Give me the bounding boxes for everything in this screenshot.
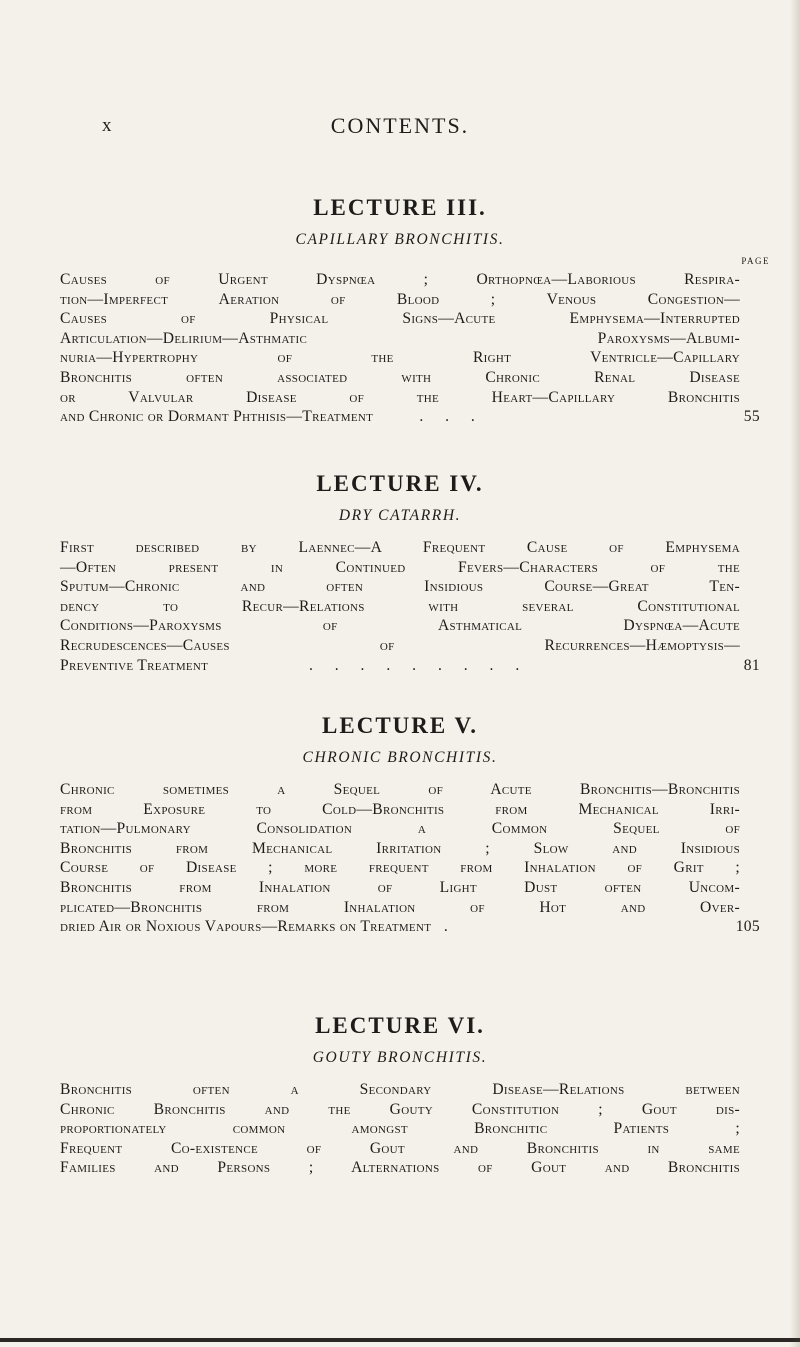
summary-line: Frequent Co-existence of Gout and Bronchitis in same [60, 1139, 740, 1157]
running-title: CONTENTS. [330, 113, 470, 138]
lecture-title: LECTURE V. [322, 713, 478, 738]
summary-line: First described by Laennec—A Frequent Cause of Emphysema [60, 539, 740, 556]
summary-line: tion—Imperfect Aeration of Blood ; Venous Congestion— [60, 290, 740, 308]
summary-line: Preventive Treatment [60, 656, 209, 674]
page-number: 105 [735, 918, 760, 936]
lecture-subtitle: CAPILLARY BRONCHITIS. [295, 231, 505, 248]
running-head [0, 113, 800, 143]
lecture-subtitle: CHRONIC BRONCHITIS. [302, 749, 498, 766]
summary-line: from Exposure to Cold—Bronchitis from Mechanical Irri- [60, 800, 740, 818]
summary-line-last [60, 656, 760, 676]
lecture-summary [60, 270, 760, 427]
page-number: 81 [743, 656, 760, 674]
page-column-label: PAGE [741, 256, 770, 266]
summary-line: Sputum—Chronic and often Insidious Course—Great Ten- [60, 578, 740, 596]
lecture-summary [60, 780, 760, 937]
summary-line: Causes of Physical Signs—Acute Emphysema—Interrupted [60, 310, 740, 328]
summary-line: dency to Recur—Relations with several Constitutional [60, 597, 740, 615]
summary-line: Causes of Urgent Dyspnœa ; Orthopnœa—Laborious Respira- [60, 271, 740, 288]
summary-line: Chronic Bronchitis and the Gouty Constitution ; Gout dis- [60, 1100, 740, 1118]
lecture-title: LECTURE VI. [315, 1013, 485, 1038]
page-folio: x [102, 115, 113, 136]
lecture-iv-section [60, 470, 760, 675]
bottom-rule [0, 1338, 800, 1342]
dot-leaders: . . . . . . . . . [308, 656, 529, 674]
summary-line-last [60, 917, 760, 937]
dot-leaders: . [443, 918, 457, 936]
lecture-subtitle: GOUTY BRONCHITIS. [312, 1049, 488, 1066]
summary-line: plicated—Bronchitis from Inhalation of Hot and Over- [60, 898, 740, 916]
page-number: 55 [743, 408, 760, 426]
lecture-title: LECTURE IV. [316, 471, 484, 496]
summary-line: proportionately common amongst Bronchitic Patients ; [60, 1120, 740, 1138]
lecture-iii-section [60, 194, 770, 427]
summary-line: —Often present in Continued Fevers—Characters of the [60, 558, 740, 576]
lecture-v-section [60, 712, 760, 937]
summary-line: Bronchitis from Mechanical Irritation ; Slow and Insidious [60, 839, 740, 857]
summary-line: Families and Persons ; Alternations of Gout and Bronchitis [60, 1159, 740, 1177]
summary-line: Articulation—Delirium—Asthmatic Paroxysms—Albumi- [60, 329, 740, 347]
summary-line: dried Air or Noxious Vapours—Remarks on Treatment [60, 918, 432, 936]
summary-line: Recrudescences—Causes of Recurrences—Hæmoptysis— [60, 636, 740, 654]
summary-line: nuria—Hypertrophy of the Right Ventricle—Capillary [60, 349, 740, 367]
summary-line: Bronchitis often associated with Chronic Renal Disease [60, 368, 740, 386]
summary-line: Chronic sometimes a Sequel of Acute Bronchitis—Bronchitis [60, 781, 740, 798]
summary-line: and Chronic or Dormant Phthisis—Treatment [60, 408, 374, 426]
summary-line: tation—Pulmonary Consolidation a Common Sequel of [60, 820, 740, 838]
page-edge-shadow [790, 0, 800, 1347]
summary-line: Course of Disease ; more frequent from Inhalation of Grit ; [60, 859, 740, 877]
summary-line-last [60, 407, 760, 427]
summary-line: Conditions—Paroxysms of Asthmatical Dyspnœa—Acute [60, 617, 740, 635]
lecture-title: LECTURE III. [313, 195, 487, 220]
lecture-vi-section [60, 1012, 740, 1178]
lecture-summary [60, 1080, 740, 1178]
summary-line: Bronchitis often a Secondary Disease—Relations between [60, 1081, 740, 1098]
lecture-summary [60, 538, 760, 675]
summary-line: or Valvular Disease of the Heart—Capillary Bronchitis [60, 388, 740, 406]
summary-line: Bronchitis from Inhalation of Light Dust often Uncom- [60, 878, 740, 896]
lecture-subtitle: DRY CATARRH. [338, 507, 462, 524]
dot-leaders: . . . [419, 408, 484, 426]
